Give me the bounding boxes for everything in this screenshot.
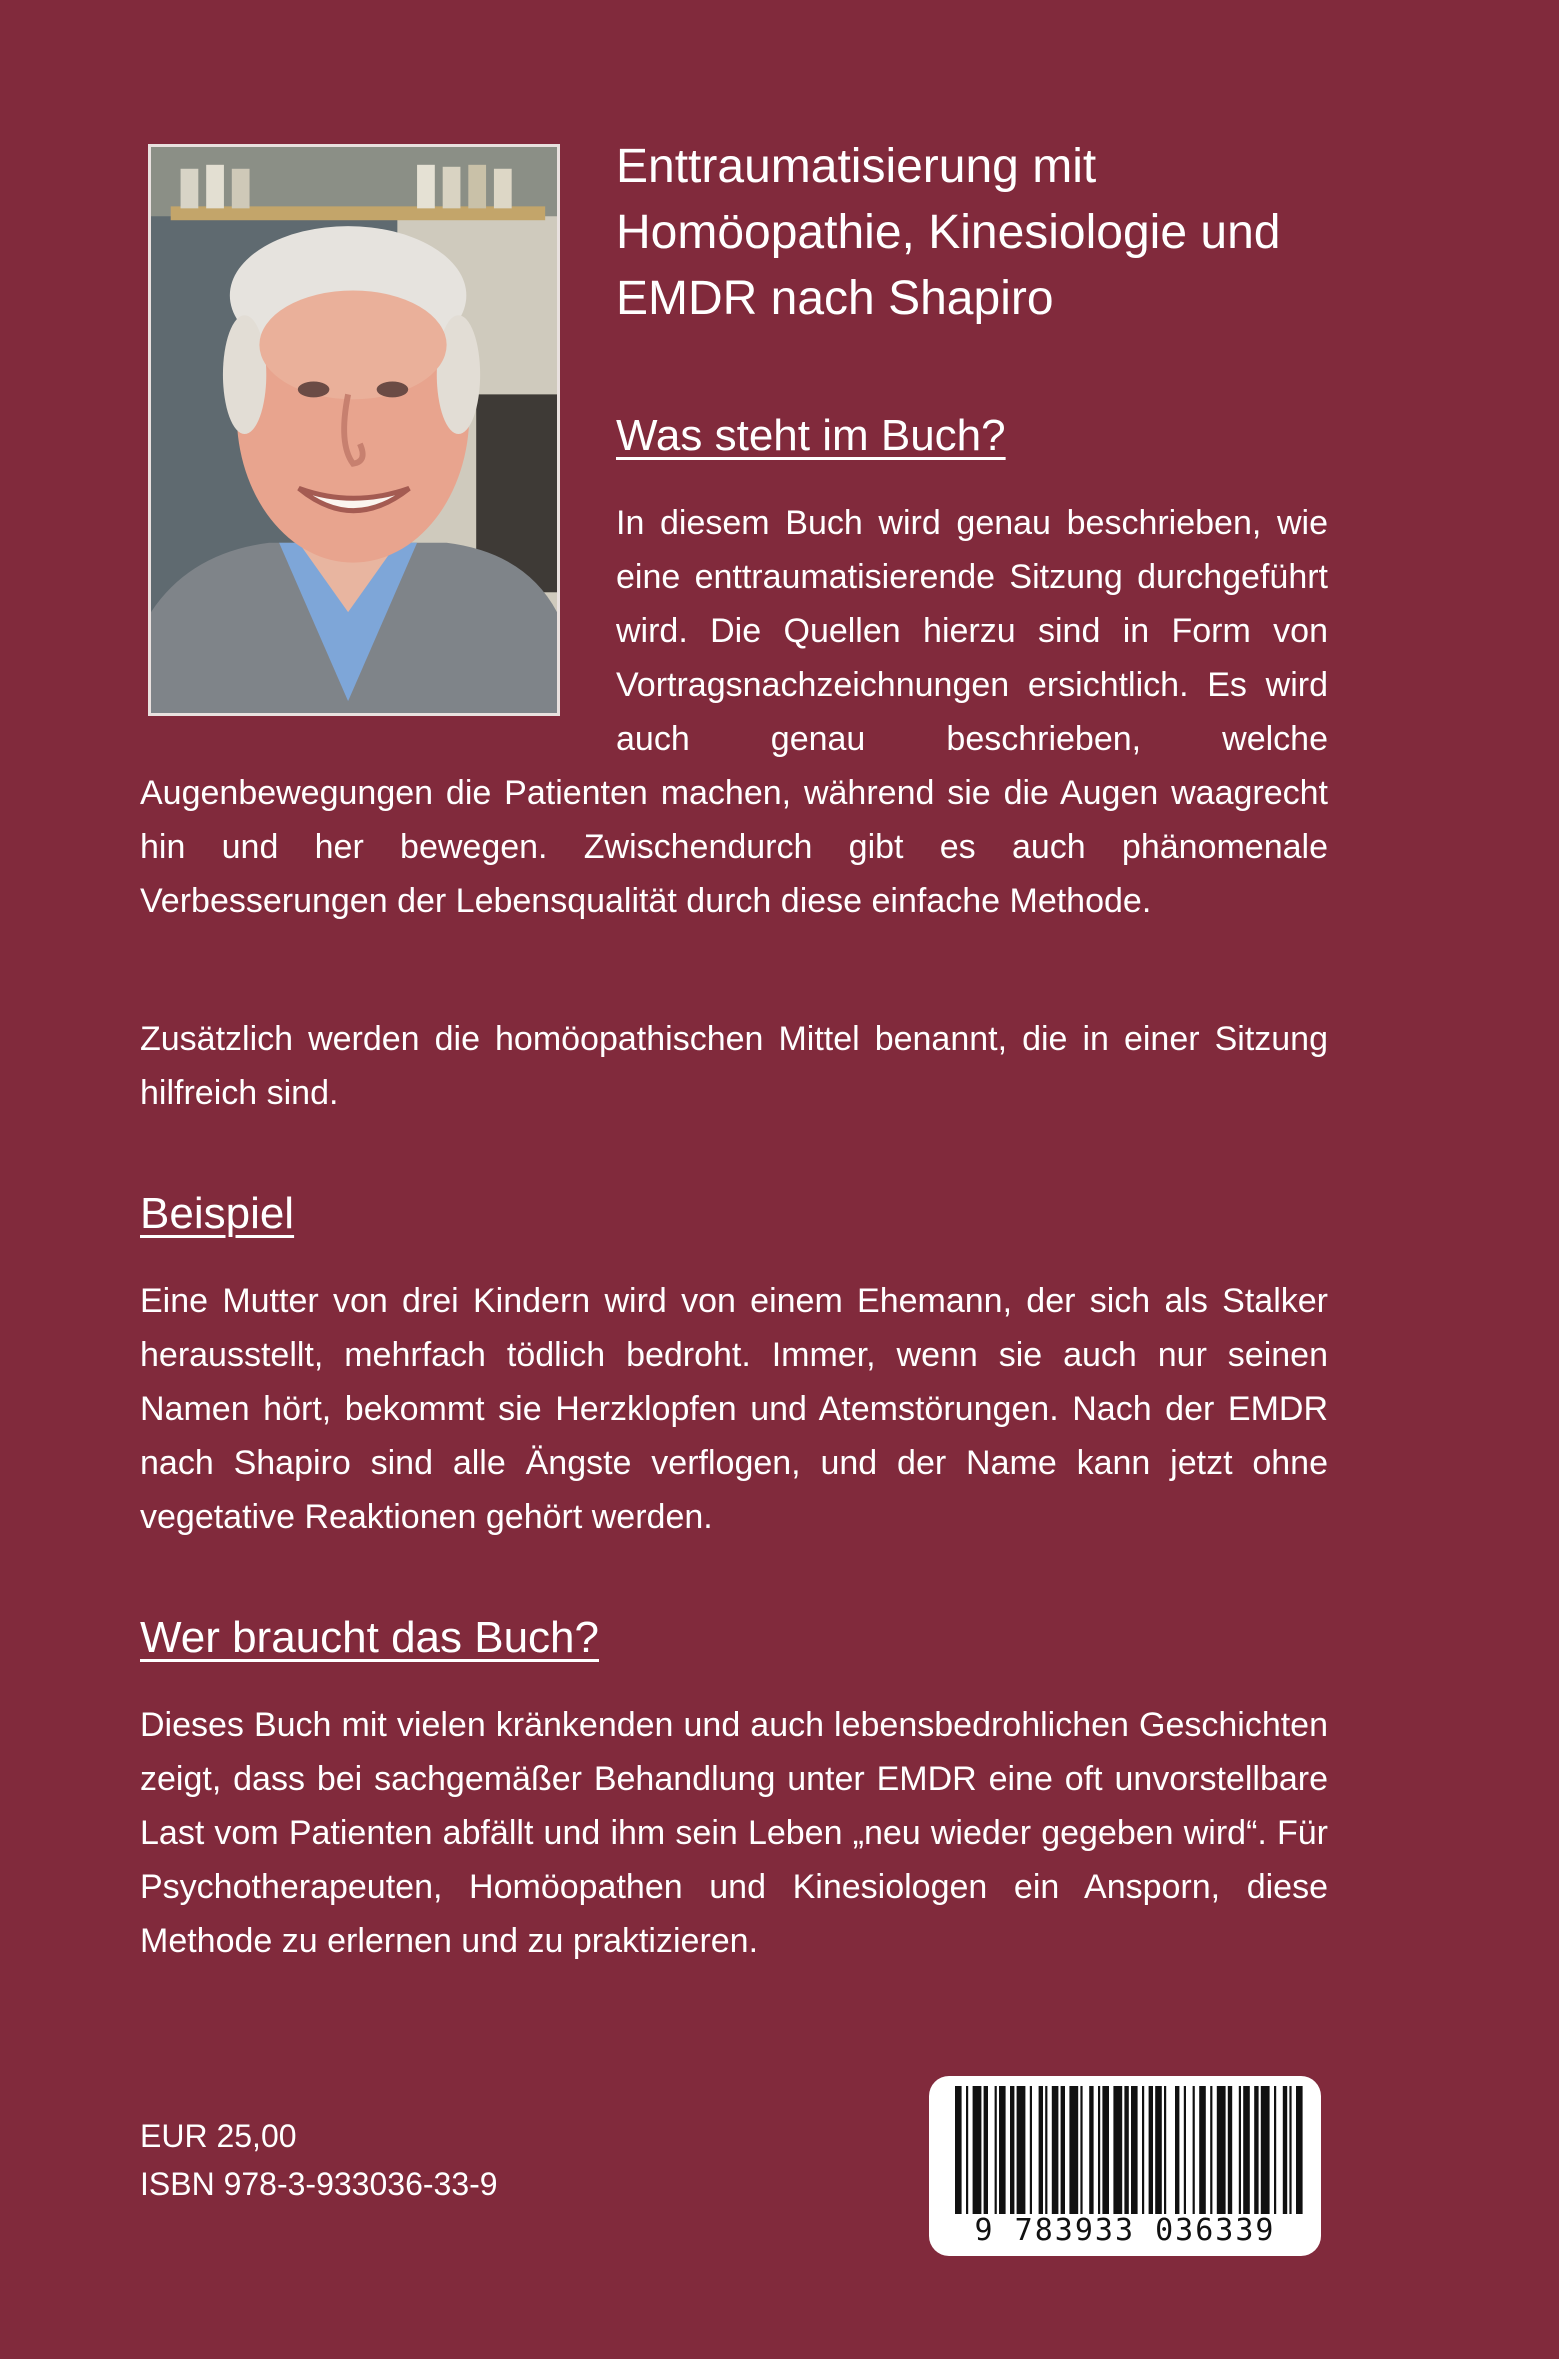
barcode-bar	[1052, 2086, 1059, 2214]
barcode-bar	[1010, 2086, 1014, 2214]
barcode-bar	[973, 2086, 982, 2214]
paragraph-beispiel: Eine Mutter von drei Kindern wird von einem Ehemann, der sich als Stalker herausstellt, mehrfach tödlich bedroht. Immer, wenn sie auch nur seinen Namen hört, bekommt sie Herzklopfen und Atemstörungen. Nach der EMDR nach Shapiro sind alle Ängste verflogen, und der Name kann jetzt ohne vegetative Reaktionen gehört werden.	[140, 1282, 1328, 1536]
paragraph-was-steht-im-buch	[140, 496, 1328, 928]
barcode-bar	[1098, 2086, 1100, 2214]
barcode-bar	[966, 2086, 968, 2214]
heading-wer-braucht-das-buch: Wer braucht das Buch?	[140, 1613, 599, 1662]
book-title: Enttraumatisierung mit Homöopathie, Kinesiologie und EMDR nach Shapiro	[616, 140, 1281, 325]
heading-beispiel: Beispiel	[140, 1189, 295, 1238]
paragraph-wer-braucht-das-buch: Dieses Buch mit vielen kränkenden und auch lebensbedrohlichen Geschichten zeigt, dass bei sachgemäßer Behandlung unter EMDR eine oft unvorstellbare Last vom Patienten abfällt und ihm sein Leben „neu wieder gegeben wird“. Für Psychotherapeuten, Homöopathen und Kinesiologen ein Ansporn, diese Methode zu erlernen und zu praktizieren.	[140, 1706, 1328, 1960]
barcode-bar	[1069, 2086, 1078, 2214]
barcode-bar	[1283, 2086, 1287, 2214]
barcode-bar	[1102, 2086, 1109, 2214]
barcode-bar	[1045, 2086, 1047, 2214]
barcode-bar	[1149, 2086, 1153, 2214]
isbn: ISBN 978-3-933036-33-9	[140, 2166, 498, 2202]
barcode-bar	[1164, 2086, 1166, 2214]
barcode-bar	[1113, 2086, 1122, 2214]
barcode-bar	[1239, 2086, 1241, 2214]
barcode-bar	[1155, 2086, 1162, 2214]
barcode-bar	[984, 2086, 988, 2214]
paragraph-was-steht-text: In diesem Buch wird genau beschrieben, wie eine enttraumatisierende Sitzung durchgeführt wird. Die Quellen hierzu sind in Form von Vortragsnachzeichnungen ersichtlich. Es wird auch genau beschrieben, welche Augenbewegungen die Patienten machen, während sie die Augen waagrecht hin und her bewegen. Zwischendurch gibt es auch phänomenale Verbesserungen der Lebensqualität durch diese einfache Methode.	[140, 504, 1328, 920]
barcode-bar	[1296, 2086, 1303, 2214]
barcode-bar	[1289, 2086, 1291, 2214]
barcode-bar	[955, 2086, 962, 2214]
barcode-bar	[1131, 2086, 1138, 2214]
barcode-bar	[1142, 2086, 1144, 2214]
photo-text-wrap-spacer	[140, 496, 616, 722]
paragraph-zusaetzlich: Zusätzlich werden die homöopathischen Mittel benannt, die in einer Sitzung hilfreich sind.	[140, 1020, 1328, 1112]
barcode-bar	[1124, 2086, 1128, 2214]
barcode-bar	[1274, 2086, 1276, 2214]
barcode-bar	[999, 2086, 1006, 2214]
barcode-bar	[1184, 2086, 1186, 2214]
barcode-bar	[1228, 2086, 1232, 2214]
barcode-bar	[1217, 2086, 1226, 2214]
barcode-bar	[1193, 2086, 1195, 2214]
price-and-isbn	[140, 2112, 498, 2208]
barcode-bar	[1254, 2086, 1258, 2214]
price: EUR 25,00	[140, 2118, 297, 2154]
barcode-bar	[1080, 2086, 1082, 2214]
barcode-bar	[1261, 2086, 1270, 2214]
barcode-bar	[1017, 2086, 1026, 2214]
barcode-bar	[1089, 2086, 1093, 2214]
barcode-bar	[995, 2086, 997, 2214]
heading-was-steht-im-buch: Was steht im Buch?	[616, 411, 1006, 460]
barcode-bar	[1061, 2086, 1065, 2214]
barcode-bar	[1039, 2086, 1043, 2214]
isbn-barcode	[929, 2076, 1321, 2256]
barcode-bar	[1210, 2086, 1212, 2214]
barcode-bar	[1243, 2086, 1250, 2214]
barcode-digits: 9 783933 036339	[974, 2213, 1276, 2248]
barcode-bar	[1199, 2086, 1206, 2214]
barcode-bar	[1030, 2086, 1032, 2214]
barcode-bar	[1175, 2086, 1179, 2214]
